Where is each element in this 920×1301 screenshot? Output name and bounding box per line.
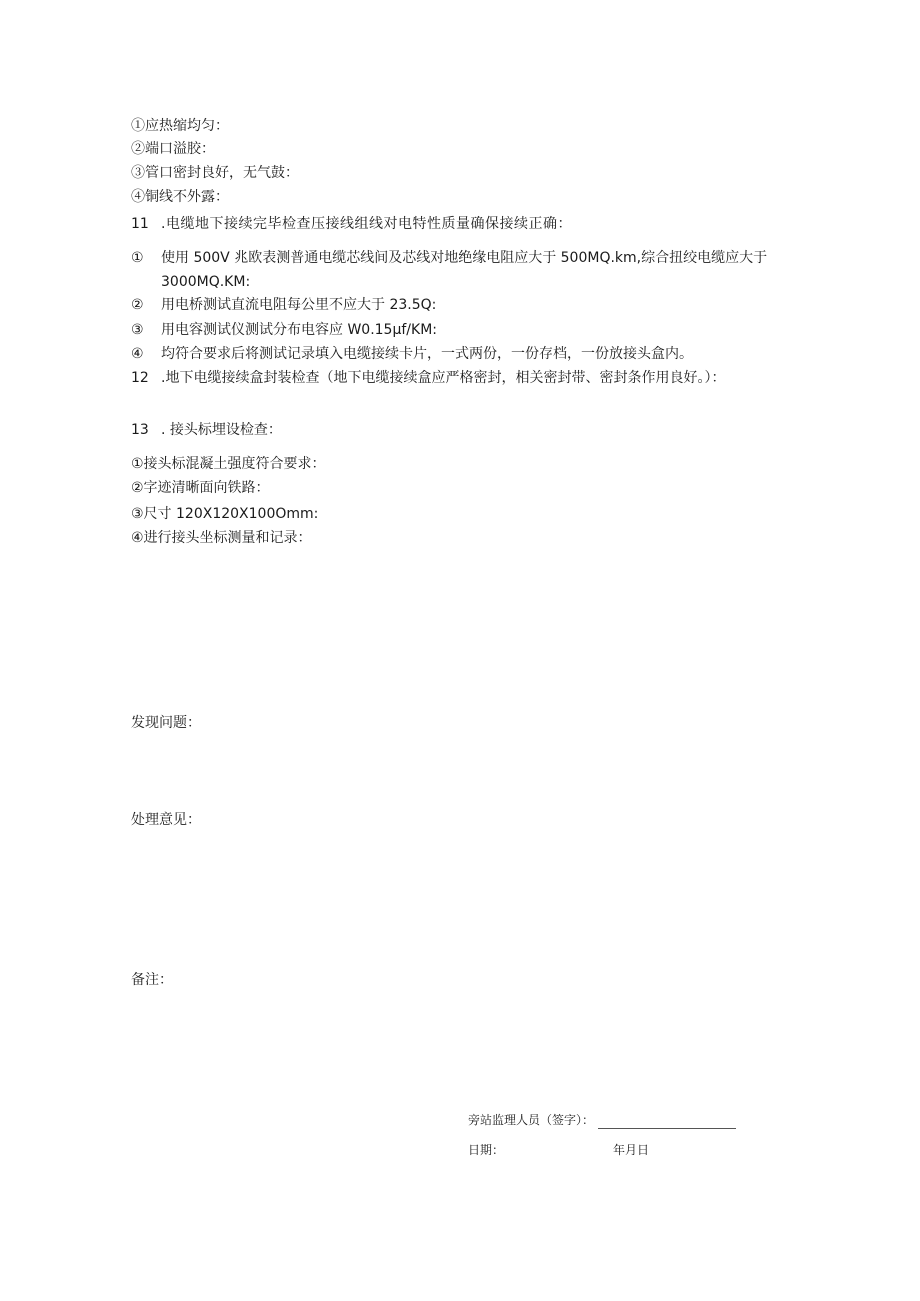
date-label: 日期： bbox=[468, 1143, 505, 1157]
heat-shrink-item-1: ①应热缩均匀： bbox=[131, 118, 229, 134]
item-12-number: 12 bbox=[131, 370, 149, 386]
item-13-text: . 接头标埋设检查： bbox=[161, 422, 282, 438]
supervisor-signature bbox=[468, 1111, 736, 1129]
item-11-sub-text: 均符合要求后将测试记录填入电缆接续卡片，一式两份，一份存档，一份放接头盒内。 bbox=[161, 346, 693, 362]
item-11-sub-text: 3000MQ.KM: bbox=[161, 274, 251, 290]
item-13-sub-4: ④进行接头坐标测量和记录： bbox=[131, 530, 312, 546]
item-11-sub-3 bbox=[131, 321, 437, 339]
item-11-sub-4 bbox=[131, 345, 693, 363]
item-12-text: .地下电缆接续盒封装检查（地下电缆接续盒应严格密封，相关密封带、密封条作用良好。）： bbox=[161, 370, 726, 386]
remarks-label: 备注： bbox=[131, 972, 173, 988]
item-11-sub-mark: ④ bbox=[131, 346, 144, 362]
opinion-label: 处理意见： bbox=[131, 812, 201, 828]
signature-line bbox=[598, 1114, 736, 1129]
item-11-sub-mark: ③ bbox=[131, 322, 144, 338]
item-13-sub-2: ②字迹清晰面向铁路： bbox=[131, 480, 270, 496]
item-11 bbox=[131, 215, 572, 233]
item-11-number: 11 bbox=[131, 216, 149, 232]
item-11-sub-text: 用电容测试仪测试分布电容应 W0.15μf/KM: bbox=[161, 322, 437, 338]
item-13-sub-3: ③尺寸 120X120X100Omm: bbox=[131, 506, 319, 522]
item-11-sub-1-cont bbox=[131, 273, 250, 291]
item-11-sub-text: 用电桥测试直流电阻每公里不应大于 23.5Q: bbox=[161, 297, 437, 313]
item-13 bbox=[131, 421, 282, 439]
item-13-sub-1: ①接头标混凝土强度符合要求： bbox=[131, 456, 326, 472]
heat-shrink-item-4: ④铜线不外露： bbox=[131, 189, 229, 205]
item-13-number: 13 bbox=[131, 422, 149, 438]
item-11-sub-mark: ① bbox=[131, 250, 144, 266]
item-11-sub-1 bbox=[131, 249, 767, 267]
problems-label: 发现问题： bbox=[131, 715, 201, 731]
item-11-sub-text: 使用 500V 兆欧表测普通电缆芯线间及芯线对地绝缘电阻应大于 500MQ.km,综合扭绞电缆应大于 bbox=[161, 250, 768, 266]
item-11-sub-2 bbox=[131, 296, 436, 314]
supervisor-label: 旁站监理人员（签字）： bbox=[468, 1113, 595, 1127]
heat-shrink-item-2: ②端口溢胶： bbox=[131, 141, 215, 157]
heat-shrink-item-3: ③管口密封良好，无气鼓： bbox=[131, 165, 299, 181]
date-value: 年月日 bbox=[613, 1143, 650, 1157]
item-11-text: .电缆地下接续完毕检查压接线组线对电特性质量确保接续正确： bbox=[161, 216, 572, 232]
item-12 bbox=[131, 369, 725, 387]
item-11-sub-mark: ② bbox=[131, 297, 144, 313]
